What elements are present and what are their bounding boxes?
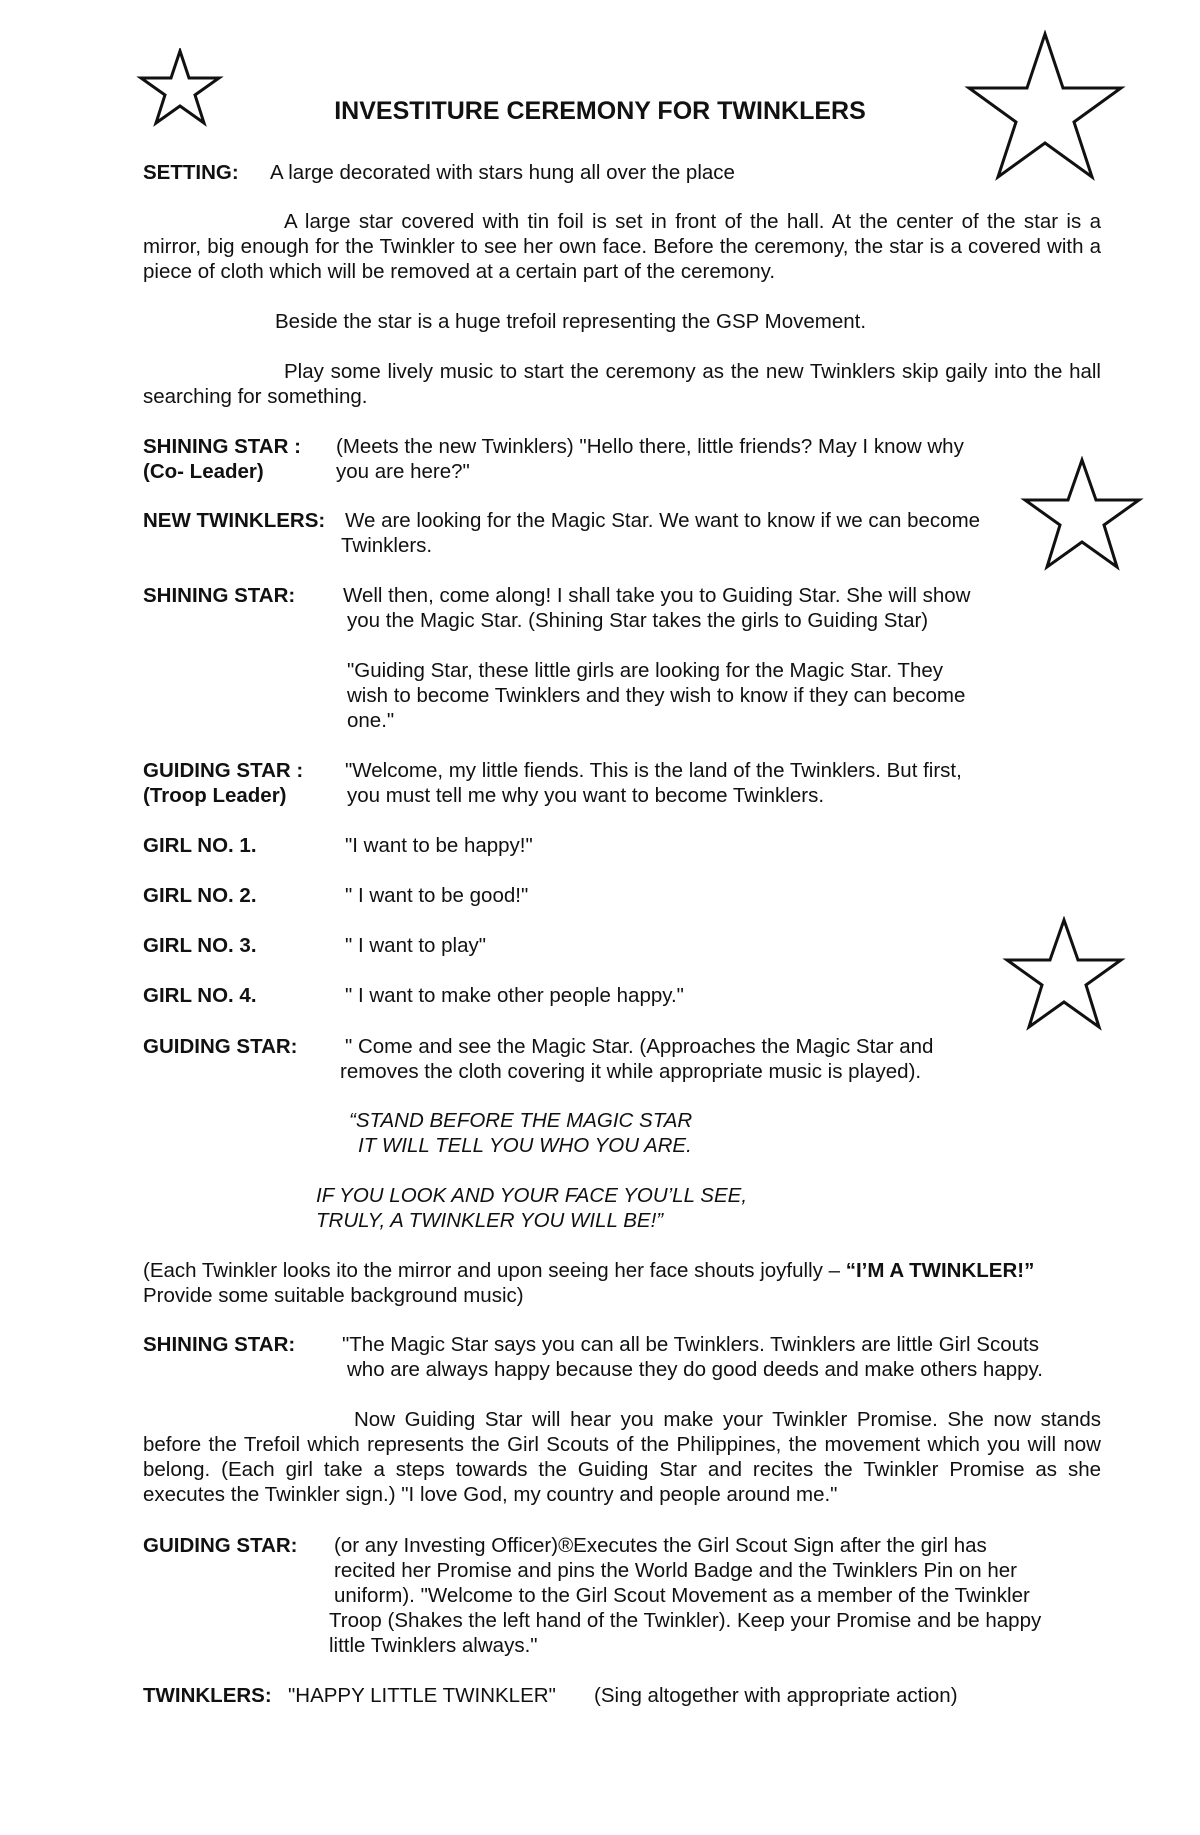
dialogue-line: " I want to be good!" bbox=[345, 884, 529, 907]
dialogue-line: you the Magic Star. (Shining Star takes the girls to Guiding Star) bbox=[347, 609, 929, 632]
dialogue-line: one." bbox=[347, 709, 395, 732]
speaker-label: NEW TWINKLERS: bbox=[143, 509, 326, 532]
setting-text: A large decorated with stars hung all over the place bbox=[270, 161, 735, 184]
stage-direction-text: (Sing altogether with appropriate action) bbox=[594, 1684, 958, 1707]
dialogue-line: " Come and see the Magic Star. (Approaches the Magic Star and bbox=[345, 1035, 934, 1058]
dialogue-line: (or any Investing Officer)®Executes the Girl Scout Sign after the girl has bbox=[334, 1534, 987, 1557]
dialogue-line: " I want to play" bbox=[345, 934, 487, 957]
dialogue-line: uniform). "Welcome to the Girl Scout Movement as a member of the Twinkler bbox=[334, 1584, 1030, 1607]
page-title: INVESTITURE CEREMONY FOR TWINKLERS bbox=[334, 97, 866, 125]
speaker-label: GIRL NO. 2. bbox=[143, 884, 257, 907]
exclamation: “I’M A TWINKLER!” bbox=[845, 1259, 1035, 1282]
speaker-label: GUIDING STAR: bbox=[143, 1534, 298, 1557]
dialogue-line: you must tell me why you want to become Twinklers. bbox=[347, 784, 825, 807]
speaker-label: GIRL NO. 3. bbox=[143, 934, 257, 957]
star-outline-icon bbox=[1020, 456, 1144, 572]
speaker-label: SHINING STAR: bbox=[143, 584, 296, 607]
dialogue-line: "I want to be happy!" bbox=[345, 834, 533, 857]
speaker-label: SHINING STAR : bbox=[143, 435, 301, 458]
speaker-role: (Troop Leader) bbox=[143, 784, 287, 807]
dialogue-line: who are always happy because they do good deeds and make others happy. bbox=[347, 1358, 1043, 1381]
dialogue-line: wish to become Twinklers and they wish to know if they can become bbox=[347, 684, 966, 707]
setting-label: SETTING: bbox=[143, 161, 239, 184]
dialogue-line: little Twinklers always." bbox=[329, 1634, 538, 1657]
dialogue-line: Well then, come along! I shall take you to Guiding Star. She will show bbox=[343, 584, 971, 607]
dialogue-line: "Guiding Star, these little girls are looking for the Magic Star. They bbox=[347, 659, 944, 682]
speaker-label: GIRL NO. 1. bbox=[143, 834, 257, 857]
speaker-role: (Co- Leader) bbox=[143, 460, 264, 483]
dialogue-line: removes the cloth covering it while appropriate music is played). bbox=[340, 1060, 922, 1083]
speaker-label: GIRL NO. 4. bbox=[143, 984, 257, 1007]
paragraph-trefoil: Beside the star is a huge trefoil representing the GSP Movement. bbox=[275, 310, 867, 333]
speaker-label: GUIDING STAR : bbox=[143, 759, 304, 782]
dialogue-line: Troop (Shakes the left hand of the Twinkler). Keep your Promise and be happy bbox=[329, 1609, 1042, 1632]
paragraph-promise: Now Guiding Star will hear you make your Twinkler Promise. She now stands before the Trefoil which represents the Girl Scouts of the Philippines, the movement which you will now belong. (Each girl take a steps towards the Guiding Star and recites the Twinkler Promise as she executes the Twinkler sign.) "I love God, my country and people around me." bbox=[143, 1408, 1101, 1506]
paragraph-music: Play some lively music to start the ceremony as the new Twinklers skip gaily into the hall searching for something. bbox=[143, 360, 1101, 408]
paragraph-star-description: A large star covered with tin foil is set in front of the hall. At the center of the star is a mirror, big enough for the Twinkler to see her own face. Before the ceremony, the star is a covered with a piece of cloth which will be removed at a certain part of the ceremony. bbox=[143, 210, 1101, 283]
speaker-label: SHINING STAR: bbox=[143, 1333, 296, 1356]
dialogue-line: Twinklers. bbox=[341, 534, 433, 557]
dialogue-line: "Welcome, my little fiends. This is the land of the Twinklers. But first, bbox=[345, 759, 962, 782]
verse-line: “STAND BEFORE THE MAGIC STAR bbox=[349, 1109, 693, 1132]
dialogue-line: (Meets the new Twinklers) "Hello there, little friends? May I know why bbox=[336, 435, 964, 458]
dialogue-line: We are looking for the Magic Star. We want to know if we can become bbox=[345, 509, 981, 532]
stage-direction-text: (Each Twinkler looks ito the mirror and upon seeing her face shouts joyfully – bbox=[143, 1259, 846, 1282]
dialogue-line: "The Magic Star says you can all be Twinklers. Twinklers are little Girl Scouts bbox=[342, 1333, 1039, 1356]
star-outline-icon bbox=[1002, 916, 1126, 1032]
dialogue-line: you are here?" bbox=[336, 460, 470, 483]
speaker-label: GUIDING STAR: bbox=[143, 1035, 298, 1058]
verse-line: IT WILL TELL YOU WHO YOU ARE. bbox=[358, 1134, 692, 1157]
song-title: "HAPPY LITTLE TWINKLER" bbox=[288, 1684, 556, 1707]
stage-direction bbox=[143, 1258, 1034, 1283]
stage-direction-text: Provide some suitable background music) bbox=[143, 1284, 524, 1307]
speaker-label: TWINKLERS: bbox=[143, 1684, 272, 1707]
dialogue-line: recited her Promise and pins the World Badge and the Twinklers Pin on her bbox=[334, 1559, 1017, 1582]
verse-line: IF YOU LOOK AND YOUR FACE YOU’LL SEE, bbox=[316, 1184, 748, 1207]
verse-line: TRULY, A TWINKLER YOU WILL BE!” bbox=[316, 1209, 664, 1232]
dialogue-line: " I want to make other people happy." bbox=[345, 984, 684, 1007]
